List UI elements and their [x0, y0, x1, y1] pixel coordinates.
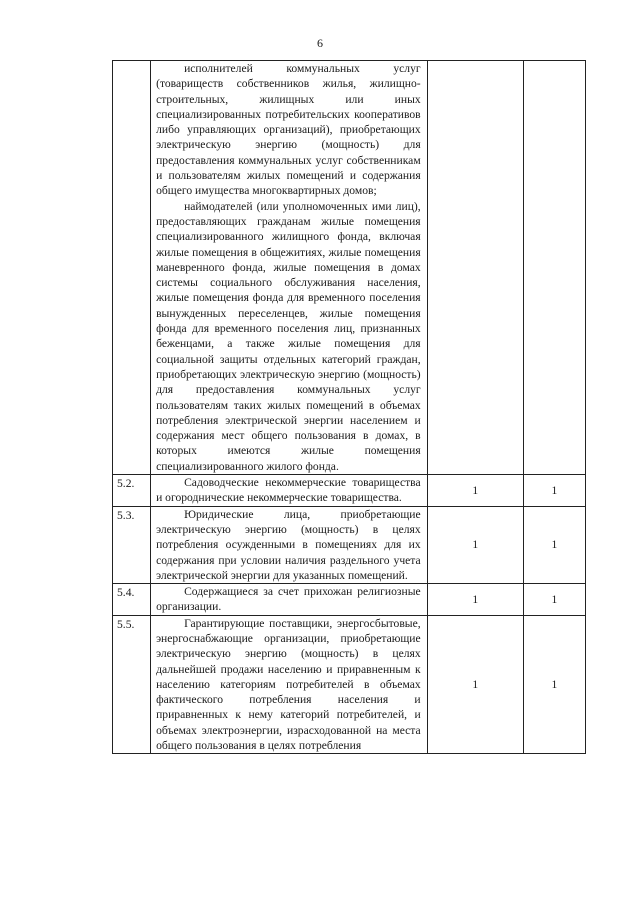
table-body — [113, 61, 586, 754]
value-column-2: 1 — [523, 584, 585, 616]
row-description — [151, 61, 428, 475]
value-column-1: 1 — [427, 506, 523, 583]
value-column-2: 1 — [523, 615, 585, 754]
value-column-1: 1 — [427, 615, 523, 754]
description-paragraph: Садоводческие некоммерческие товарищества и огороднические некоммерческие товарищества. — [156, 476, 421, 505]
value-column-1 — [427, 61, 523, 475]
description-paragraph: Юридические лица, приобретающие электрическую энергию (мощность) в целях потребления осужденными в помещениях для их содержания при условии наличия раздельного учета электрической энергии для указанных помещений. — [156, 507, 421, 582]
row-number: 5.2. — [113, 475, 151, 507]
table-row — [113, 615, 586, 754]
table-row — [113, 61, 586, 475]
value-column-2: 1 — [523, 475, 585, 507]
value-column-2: 1 — [523, 506, 585, 583]
row-number: 5.5. — [113, 615, 151, 754]
row-description — [151, 506, 428, 583]
table-row — [113, 475, 586, 507]
description-paragraph: исполнителей коммунальных услуг (товариществ собственников жилья, жилищно-строительных, жилищных или иных специализированных потребительских кооперативов либо управляющих организаций), приобретающих электрическую энергию (мощность) для предоставления коммунальных услуг собственникам и пользователям жилых помещений и содержания общего имущества многоквартирных домов; — [156, 62, 421, 198]
row-description — [151, 615, 428, 754]
description-paragraph: наймодателей (или уполномоченных ими лиц), предоставляющих гражданам жилые помещения специализированного жилищного фонда, включая жилые помещения в общежитиях, жилые помещения маневренного фонда, жилые помещения в домах системы социального обслуживания населения, жилые помещения фонда для временного поселения вынужденных переселенцев, жилые помещения фонда для временного поселения лиц, признанных беженцами, а также жилые помещения для социальной защиты отдельных категорий граждан, приобретающих электрическую энергию (мощность) для предоставления коммунальных услуг пользователям таких жилых помещений в объемах потребления электрической энергии населением и содержания мест общего пользования в домах, в которых имеются жилые помещения специализированного жилого фонда. — [156, 199, 421, 473]
page-number: 6 — [317, 36, 323, 50]
row-number: 5.4. — [113, 584, 151, 616]
tariff-table — [112, 60, 586, 754]
value-column-1: 1 — [427, 584, 523, 616]
value-column-2 — [523, 61, 585, 475]
value-column-1: 1 — [427, 475, 523, 507]
row-number: 5.3. — [113, 506, 151, 583]
description-paragraph: Содержащиеся за счет прихожан религиозные организации. — [156, 585, 421, 614]
table-row — [113, 506, 586, 583]
row-description — [151, 584, 428, 616]
table-row — [113, 584, 586, 616]
description-paragraph: Гарантирующие поставщики, энергосбытовые, энергоснабжающие организации, приобретающие электрическую энергию (мощность) в целях дальнейшей продажи населению и приравненным к населению категориям потребителей в объемах фактического потребления населения и приравненных к нему категорий потребителей, и объемах электроэнергии, израсходованной на места общего пользования в целях потребления — [156, 616, 421, 753]
row-number — [113, 61, 151, 475]
row-description — [151, 475, 428, 507]
